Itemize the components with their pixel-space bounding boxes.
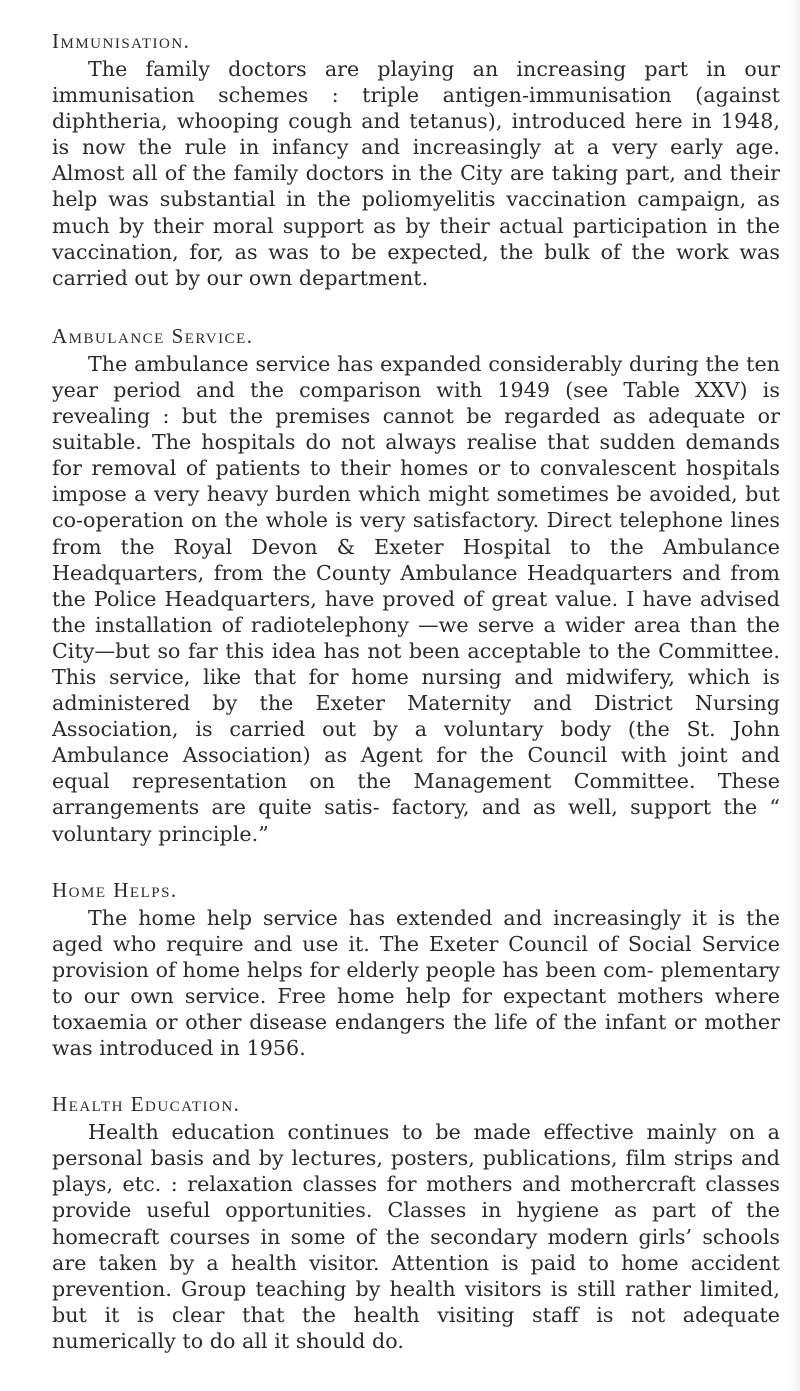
section-heading: Immunisation. [52,29,191,53]
section-health-education [52,1089,780,1354]
section-ambulance-service [52,321,780,847]
section-heading: Ambulance Service. [52,323,254,348]
section-heading: Home Helps. [52,877,178,902]
section-heading: Health Education. [52,1092,241,1117]
section-home-helps [52,875,780,1062]
section-paragraph: The ambulance service has expanded considerably during the ten year period and the comparison with 1949 (see Table XXV) is revealing : but the premises cannot be regarded as adequate or suitable. The hospitals do not always realise that sudden demands for removal of patients to their homes or to convalescent hospitals impose a very heavy burden which might sometimes be avoided, but co-operation on the whole is very satisfactory. Direct telephone lines from the Royal Devon & Exeter Hospital to the Ambulance Headquarters, from the County Ambulance Headquarters and from the Police Headquarters, have proved of great value. I have advised the installation of radiotelephony —we serve a wider area than the City—but so far this idea has not been acceptable to the Committee. This service, like that for home nursing and midwifery, which is administered by the Exeter Maternity and District Nursing Association, is carried out by a voluntary body (the St. John Ambulance Association) as Agent for the Council with joint and equal representation on the Management Committee. These arrangements are quite satis- factory, and as well, support the “ voluntary principle.” [52,351,780,846]
section-paragraph: The family doctors are playing an increasing part in our immunisation schemes : triple antigen-immunisation (against diphtheria, whooping cough and tetanus), introduced here in 1948, is now the rule in infancy and increasingly at a very early age. Almost all of the family doctors in the City are taking part, and their help was substantial in the poliomyelitis vaccination campaign, as much by their moral support as by their actual participation in the vaccination, for, as was to be expected, the bulk of the work was carried out by our own department. [52,57,780,290]
page-content [52,26,780,1354]
section-paragraph: Health education continues to be made effective mainly on a personal basis and by lectures, posters, publications, film strips and plays, etc. : relaxation classes for mothers and mothercraft classes provide useful opportunities. Classes in hygiene as part of the homecraft courses in some of the secondary modern girls’ schools are taken by a health visitor. Attention is paid to home accident prevention. Group teaching by health visitors is still rather limited, but it is clear that the health visiting staff is not adequate numerically to do all it should do. [52,1120,780,1353]
section-paragraph: The home help service has extended and increasingly it is the aged who require and use it. The Exeter Council of Social Service provision of home helps for elderly people has been com- plementary to our own service. Free home help for expectant mothers where toxaemia or other disease endangers the life of the infant or mother was introduced in 1956. [52,905,780,1061]
scan-edge [790,0,800,1391]
section-immunisation [52,26,780,291]
